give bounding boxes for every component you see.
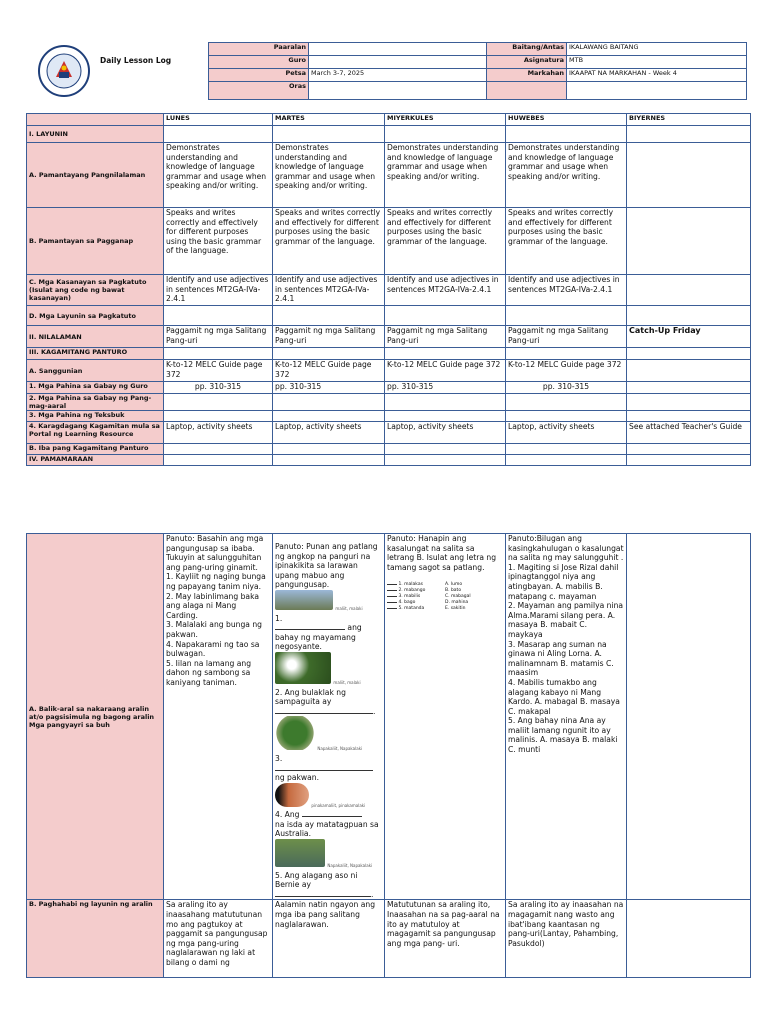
label-oras: Oras (209, 82, 309, 100)
item-3-choices: Napakaliit, Napakalaki (317, 746, 363, 752)
sampaguita-image (275, 652, 331, 684)
day-header-miyerkules: MIYERKULES (385, 114, 506, 126)
match-left: 4. bago (398, 600, 416, 606)
match-right: E. sakitin (445, 606, 466, 612)
label-paaralan: Paaralan (209, 43, 309, 56)
c-lunes: Identify and use adjectives in sentences MT2GA-IVa-2.4.1 (164, 275, 273, 306)
sang-miyerkules: K-to-12 MELC Guide page 372 (385, 360, 506, 382)
pamantayan-pagganap-label: B. Pamantayan sa Pagganap (27, 208, 164, 275)
martes-instructions: Panuto: Punan ang patlang ng angkop na panguri na ipinakikita sa larawan upang mabuo ang pangungusap. (275, 542, 378, 590)
kasanayan-label: C. Mga Kasanayan sa Pagkatuto (Isulat ang code ng bawat kasanayan) (27, 275, 164, 306)
iba-pang-kagamitan-label: B. Iba pang Kagamitang Panturo (27, 444, 164, 455)
pamamaraan-label: IV. PAMAMARAAN (27, 455, 164, 466)
nil-lunes: Paggamit ng mga Salitang Pang-uri (164, 326, 273, 348)
sang-huwebes: K-to-12 MELC Guide page 372 (506, 360, 627, 382)
value-empty (567, 82, 747, 100)
a-miyerkules: Demonstrates understanding and knowledge of language grammar and usage when speaking and/or writing. (385, 143, 506, 208)
label-asignatura: Asignatura (487, 56, 567, 69)
g1-huwebes: pp. 310-315 (506, 382, 627, 394)
kagamitan-label: III. KAGAMITANG PANTURO (27, 348, 164, 360)
match-right: A. lumo (445, 582, 463, 588)
value-paaralan (309, 43, 487, 56)
match-left: 3. mabilis (398, 594, 421, 600)
label-baitang: Baitang/Antas (487, 43, 567, 56)
g4-biyernes: See attached Teacher's Guide (627, 422, 751, 444)
label-markahan: Markahan (487, 69, 567, 82)
match-right: C. mabagal (445, 594, 471, 600)
value-petsa: March 3-7, 2025 (309, 69, 487, 82)
item-3-number: 3. (275, 753, 283, 763)
b-huwebes: Speaks and writes correctly and effectively for different purposes using the basic grammar of the language. (506, 208, 627, 275)
martes-item-4 (275, 783, 382, 839)
item-1-choices: maliit, malaki (335, 605, 363, 611)
item-5-text: 5. Ang alagang aso ni Bernie ay (275, 870, 358, 890)
miyerkules-instructions: Panuto: Hanapin ang kasalungat na salita sa letrang B. Isulat ang letra ng tamang sagot sa patlang. (387, 534, 497, 572)
g1-martes: pp. 310-315 (273, 382, 385, 394)
day-header-huwebes: HUWEBES (506, 114, 627, 126)
paghahabi-label: B. Paghahabi ng layunin ng aralin (27, 900, 164, 978)
watermelon-image (275, 716, 315, 750)
paghahabi-huwebes: Sa araling ito ay inaasahan na magagamit nang wasto ang ibat'ibang kaantasan ng pang-uri(Lantay, Pahambing, Pasukdol) (506, 900, 627, 978)
match-right: B. bato (445, 588, 462, 594)
matching-list (387, 582, 503, 612)
match-left: 2. mabango (398, 588, 426, 594)
g4-lunes: Laptop, activity sheets (164, 422, 273, 444)
g4-martes: Laptop, activity sheets (273, 422, 385, 444)
nilalaman-label: II. NILALAMAN (27, 326, 164, 348)
a-martes: Demonstrates understanding and knowledge of language grammar and usage when speaking and/or writing. (273, 143, 385, 208)
item-5-end: . (371, 889, 374, 899)
value-guro (309, 56, 487, 69)
header-info-table (208, 42, 747, 100)
sang-martes: K-to-12 MELC Guide page 372 (273, 360, 385, 382)
value-asignatura: MTB (567, 56, 747, 69)
item-4-choices: pinakamaliit, pinakamalaki (311, 802, 366, 808)
document-title: Daily Lesson Log (100, 56, 172, 65)
day-header-martes: MARTES (273, 114, 385, 126)
match-left: 5. matanda (398, 606, 425, 612)
item-4-text: na isda ay matatagpuan sa Australia. (275, 819, 379, 839)
a-huwebes: Demonstrates understanding and knowledge of language grammar and usage when speaking and/or writing. (506, 143, 627, 208)
match-row (387, 606, 503, 612)
deped-seal-icon (30, 44, 98, 98)
value-baitang: IKALAWANG BAITANG (567, 43, 747, 56)
gabay-guro-label: 1. Mga Pahina sa Gabay ng Guro (27, 382, 164, 394)
value-markahan: IKAAPAT NA MARKAHAN - Week 4 (567, 69, 747, 82)
item-2-choices: maliit, malaki (333, 679, 361, 685)
balik-aral-martes (273, 534, 385, 900)
dog-image (275, 839, 325, 867)
sang-lunes: K-to-12 MELC Guide page 372 (164, 360, 273, 382)
balik-aral-lunes: Panuto: Basahin ang mga pangungusap sa ibaba. Tukuyin at salungguhitan ang pang-uring ginamit. 1. Kayliit ng naging bunga ng papayang tanim niya. 2. May labinlimang baka ang alaga ni Mang Carding. 3. Malalaki ang bunga ng pakwan. 4. Napakarami ng tao sa bulwagan. 5. Iilan na lamang ang dahon ng sambong sa kaniyang taniman. (164, 534, 273, 900)
paghahabi-lunes: Sa araling ito ay inaasahang matututunan mo ang pagtukoy at paggamit sa pangungusap ng mga pang-uring naglalarawan ng laki at bilang o dami ng (164, 900, 273, 978)
gabay-mag-aaral-label: 2. Mga Pahina sa Gabay ng Pang-mag-aaral (27, 394, 164, 411)
item-3-text: ng pakwan. (275, 773, 320, 783)
g1-lunes: pp. 310-315 (164, 382, 273, 394)
item-2-end: . (373, 706, 376, 716)
layunin-pagkatuto-label: D. Mga Layunin sa Pagkatuto (27, 306, 164, 326)
fish-image (275, 783, 309, 807)
g4-huwebes: Laptop, activity sheets (506, 422, 627, 444)
c-miyerkules: Identify and use adjectives in sentences MT2GA-IVa-2.4.1 (385, 275, 506, 306)
b-miyerkules: Speaks and writes correctly and effectively for different purposes using the basic grammar of the language. (385, 208, 506, 275)
paghahabi-martes: Aalamin natin ngayon ang mga iba pang salitang naglalarawan. (273, 900, 385, 978)
a-lunes: Demonstrates understanding and knowledge of language grammar and usage when speaking and/or writing. (164, 143, 273, 208)
g1-miyerkules: pp. 310-315 (385, 382, 506, 394)
match-right: D. mahina (445, 600, 469, 606)
day-header-lunes: LUNES (164, 114, 273, 126)
item-2-text: 2. Ang bulaklak ng sampaguita ay (275, 687, 346, 707)
label-petsa: Petsa (209, 69, 309, 82)
nil-huwebes: Paggamit ng mga Salitang Pang-uri (506, 326, 627, 348)
item-4-number: 4. Ang (275, 810, 300, 820)
day-header-biyernes: BIYERNES (627, 114, 751, 126)
balik-aral-miyerkules (385, 534, 506, 900)
g4-miyerkules: Laptop, activity sheets (385, 422, 506, 444)
house-image (275, 590, 333, 610)
balik-aral-huwebes: Panuto:Bilugan ang kasingkahulugan o kasalungat na salita ng may salungguhit . 1. Magiting si Jose Rizal dahil ipinagtanggol niya ang atingbayan. A. mabilis B. matapang c. mayaman 2. Mayaman ang pamilya nina Alma.Marami silang pera. A. masaya B. mabait C. maykaya 3. Masarap ang suman na ginawa ni Aling Lorna. A. malinamnam B. matamis C. maasim 4. Mabilis tumakbo ang alagang kabayo ni Mang Kardo. A. mabagal B. masaya C. makapal 5. Ang bahay nina Ana ay maliit lamang ngunit ito ay malinis. A. masaya B. malaki C. munti (506, 534, 627, 900)
label-empty (487, 82, 567, 100)
nil-martes: Paggamit ng mga Salitang Pang-uri (273, 326, 385, 348)
item-5-choices: Napakaliit, Napakalaki (327, 863, 373, 869)
balik-aral-label: A. Balik-aral sa nakaraang aralin at/o pagsisimula ng bagong aralin Mga pangyayri sa buh (27, 534, 164, 900)
b-martes: Speaks and writes correctly and effectively for different purposes using the basic grammar of the language. (273, 208, 385, 275)
paghahabi-miyerkules: Matututunan sa araling ito, Inaasahan na sa pag-aaral na ito ay matutuloy at magagamit sa pangungusap ang mga pang- uri. (385, 900, 506, 978)
item-1-text: ang bahay ng mayamang negosyante. (275, 623, 362, 652)
label-guro: Guro (209, 56, 309, 69)
teksbuk-label: 3. Mga Pahina ng Teksbuk (27, 411, 164, 422)
sanggunian-label: A. Sanggunian (27, 360, 164, 382)
b-lunes: Speaks and writes correctly and effectively for different purposes using the basic grammar of the language. (164, 208, 273, 275)
martes-item-5 (275, 839, 382, 899)
match-left: 1. malakas (398, 582, 423, 588)
portal-label: 4. Karagdagang Kagamitan mula sa Portal ng Learning Resource (27, 422, 164, 444)
martes-item-3 (275, 716, 382, 782)
value-oras (309, 82, 487, 100)
martes-item-2 (275, 652, 382, 716)
c-huwebes: Identify and use adjectives in sentences MT2GA-IVa-2.4.1 (506, 275, 627, 306)
balik-aral-biyernes (627, 534, 751, 900)
school-seal (30, 44, 98, 98)
lesson-table-2 (26, 533, 751, 978)
layunin-label: I. LAYUNIN (27, 126, 164, 143)
paghahabi-biyernes (627, 900, 751, 978)
item-1-number: 1. (275, 613, 283, 623)
corner-cell (27, 114, 164, 126)
lesson-table-1 (26, 113, 751, 466)
c-martes: Identify and use adjectives in sentences MT2GA-IVa-2.4.1 (273, 275, 385, 306)
catch-up-friday: Catch-Up Friday (627, 326, 751, 348)
nil-miyerkules: Paggamit ng mga Salitang Pang-uri (385, 326, 506, 348)
martes-item-1 (275, 590, 382, 652)
pamantayang-pangnilalaman-label: A. Pamantayang Pangnilalaman (27, 143, 164, 208)
